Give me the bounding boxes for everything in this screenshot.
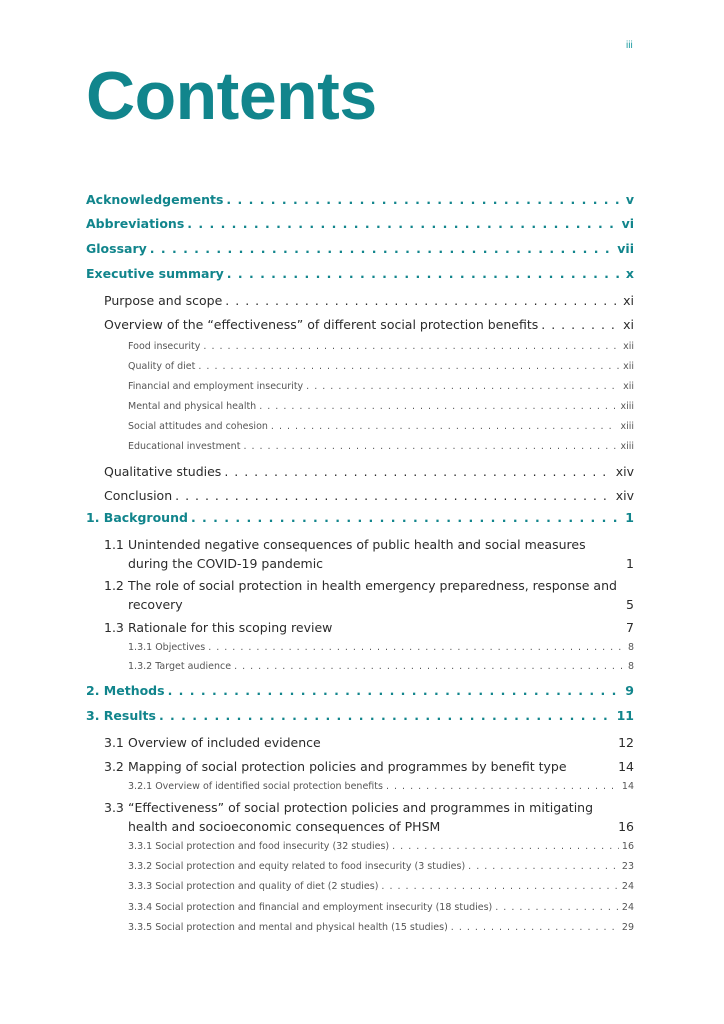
- toc-entry-title: 1.3.2 Target audience: [128, 661, 232, 672]
- toc-entry-page: xii: [623, 381, 634, 392]
- toc-entry-number: 3.3: [104, 800, 124, 815]
- toc-entry-acknowledgements[interactable]: [86, 192, 634, 207]
- toc-entry-title-line2: recovery: [128, 597, 183, 612]
- dot-leader: [234, 661, 625, 672]
- toc-entry-background[interactable]: [86, 510, 634, 525]
- dot-leader: [191, 510, 622, 525]
- toc-entry-1-3-2[interactable]: [128, 661, 634, 672]
- toc-entry-title: 3.3.2 Social protection and equity related to food insecurity (3 studies): [128, 861, 466, 872]
- dot-leader: [495, 902, 619, 913]
- dot-leader: [225, 293, 620, 308]
- dot-leader: [306, 381, 620, 392]
- toc-entry-page: 8: [627, 642, 634, 653]
- toc-entry-title: Executive summary: [86, 266, 224, 281]
- toc-entry-title: 3.3.3 Social protection and quality of diet (2 studies): [128, 881, 379, 892]
- toc-entry-1-2[interactable]: [104, 578, 634, 618]
- toc-entry-title-line1: Unintended negative consequences of public health and social measures: [128, 537, 586, 552]
- toc-entry-page: 14: [621, 781, 634, 792]
- toc-entry-quality-of-diet[interactable]: [128, 361, 634, 372]
- toc-entry-title: Purpose and scope: [104, 293, 223, 308]
- toc-entry-page: 11: [616, 708, 634, 723]
- toc-entry-executive-summary[interactable]: [86, 266, 634, 281]
- toc-entry-results[interactable]: [86, 708, 634, 723]
- toc-entry-title-line1: “Effectiveness” of social protection policies and programmes in mitigating: [128, 800, 594, 815]
- toc-entry-title: Rationale for this scoping review: [128, 620, 333, 635]
- toc-entry-number: 3.1: [104, 735, 124, 750]
- toc-entry-title: Overview of included evidence: [128, 735, 321, 750]
- toc-entry-page: 14: [618, 759, 634, 774]
- dot-leader: [198, 361, 620, 372]
- toc-entry-page: 9: [625, 683, 634, 698]
- dot-leader: [187, 216, 618, 231]
- toc-entry-title-line2: health and socioeconomic consequences of PHSM: [128, 819, 441, 834]
- toc-entry-page: v: [625, 192, 634, 207]
- toc-entry-3-3-5[interactable]: [128, 922, 634, 933]
- toc-entry-page: 12: [618, 735, 634, 750]
- toc-entry-overview-effectiveness[interactable]: [104, 317, 634, 332]
- toc-entry-page: 16: [621, 841, 634, 852]
- toc-entry-3-3-4[interactable]: [128, 902, 634, 913]
- toc-entry-page: xii: [623, 361, 634, 372]
- dot-leader: [150, 241, 615, 256]
- dot-leader: [159, 708, 614, 723]
- toc-entry-page: x: [625, 266, 634, 281]
- dot-leader: [203, 341, 620, 352]
- toc-entry-title: Abbreviations: [86, 216, 185, 231]
- toc-entry-title: Quality of diet: [128, 361, 196, 372]
- toc-entry-title: 3.3.4 Social protection and financial and employment insecurity (18 studies): [128, 902, 493, 913]
- toc-entry-page: xiii: [620, 401, 634, 412]
- toc-entry-glossary[interactable]: [86, 241, 634, 256]
- toc-entry-1-3-1[interactable]: [128, 642, 634, 653]
- toc-entry-number: 1.1: [104, 537, 124, 552]
- toc-entry-educational-investment[interactable]: [128, 441, 634, 452]
- toc-entry-number: 1.3: [104, 620, 124, 635]
- toc-entry-title: Food insecurity: [128, 341, 201, 352]
- toc-entry-methods[interactable]: [86, 683, 634, 698]
- dot-leader: [259, 401, 617, 412]
- toc-entry-social-attitudes[interactable]: [128, 421, 634, 432]
- toc-entry-abbreviations[interactable]: [86, 216, 634, 231]
- toc-entry-number: 1.2: [104, 578, 124, 593]
- toc-entry-page: 7: [626, 620, 634, 635]
- toc-entry-food-insecurity[interactable]: [128, 341, 634, 352]
- toc-entry-title-line2: during the COVID-19 pandemic: [128, 556, 324, 571]
- toc-entry-page: xii: [623, 341, 634, 352]
- toc-entry-3-2-1[interactable]: [128, 781, 634, 792]
- dot-leader: [226, 192, 622, 207]
- dot-leader: [271, 421, 618, 432]
- toc-entry-page: xiv: [615, 488, 634, 503]
- toc-entry-3-3[interactable]: [104, 800, 634, 840]
- dot-leader: [224, 464, 612, 479]
- toc-entry-financial-employment[interactable]: [128, 381, 634, 392]
- toc-entry-page: 16: [618, 819, 634, 834]
- toc-entry-page: xiv: [615, 464, 634, 479]
- dot-leader: [468, 861, 619, 872]
- toc-entry-title: Mental and physical health: [128, 401, 257, 412]
- toc-entry-mental-physical-health[interactable]: [128, 401, 634, 412]
- toc-entry-page: xiii: [620, 441, 634, 452]
- toc-entry-title: Glossary: [86, 241, 147, 256]
- toc-entry-title: 3.3.5 Social protection and mental and physical health (15 studies): [128, 922, 448, 933]
- toc-entry-page: vi: [621, 216, 634, 231]
- dot-leader: [243, 441, 617, 452]
- dot-leader: [168, 683, 623, 698]
- toc-entry-title: 3.3.1 Social protection and food insecurity (32 studies): [128, 841, 390, 852]
- toc-entry-title: Qualitative studies: [104, 464, 222, 479]
- toc-entry-page: 1: [626, 556, 634, 571]
- dot-leader: [392, 841, 619, 852]
- toc-entry-1-1[interactable]: [104, 537, 634, 577]
- page-title: Contents: [86, 58, 377, 134]
- dot-leader: [208, 642, 625, 653]
- dot-leader: [381, 881, 618, 892]
- toc-entry-3-1[interactable]: [104, 735, 634, 753]
- toc-entry-page: 24: [621, 902, 634, 913]
- dot-leader: [451, 922, 619, 933]
- toc-entry-3-3-2[interactable]: [128, 861, 634, 872]
- toc-entry-title: Overview of the “effectiveness” of different social protection benefits: [104, 317, 539, 332]
- toc-entry-page: xi: [623, 317, 634, 332]
- toc-entry-title: 1.3.1 Objectives: [128, 642, 206, 653]
- toc-entry-3-3-1[interactable]: [128, 841, 634, 852]
- toc-entry-title: Financial and employment insecurity: [128, 381, 304, 392]
- toc-entry-title: 3.2.1 Overview of identified social protection benefits: [128, 781, 383, 792]
- dot-leader: [175, 488, 613, 503]
- toc-entry-title: Conclusion: [104, 488, 173, 503]
- toc-entry-number: 3.2: [104, 759, 124, 774]
- toc-entry-conclusion[interactable]: [104, 488, 634, 503]
- toc-entry-title: 1. Background: [86, 510, 188, 525]
- toc-entry-1-3[interactable]: [104, 620, 634, 638]
- toc-entry-page: 23: [621, 861, 634, 872]
- toc-entry-page: 8: [627, 661, 634, 672]
- dot-leader: [386, 781, 619, 792]
- dot-leader: [227, 266, 623, 281]
- toc-entry-page: vii: [617, 241, 634, 256]
- page-number: iii: [626, 40, 633, 51]
- toc-entry-page: 5: [626, 597, 634, 612]
- toc-entry-title-line1: The role of social protection in health emergency preparedness, response and: [128, 578, 617, 593]
- dot-leader: [541, 317, 620, 332]
- toc-entry-qualitative-studies[interactable]: [104, 464, 634, 479]
- toc-entry-page: 29: [621, 922, 634, 933]
- toc-entry-page: 1: [625, 510, 634, 525]
- toc-entry-purpose-and-scope[interactable]: [104, 293, 634, 308]
- toc-entry-title: Mapping of social protection policies and programmes by benefit type: [128, 759, 567, 774]
- toc-entry-title: Educational investment: [128, 441, 241, 452]
- toc-entry-page: xiii: [620, 421, 634, 432]
- toc-entry-title: 2. Methods: [86, 683, 165, 698]
- toc-entry-3-3-3[interactable]: [128, 881, 634, 892]
- toc-entry-page: xi: [623, 293, 634, 308]
- toc-entry-title: 3. Results: [86, 708, 156, 723]
- toc-entry-3-2[interactable]: [104, 759, 634, 777]
- toc-entry-title: Acknowledgements: [86, 192, 224, 207]
- toc-entry-title: Social attitudes and cohesion: [128, 421, 268, 432]
- toc-entry-page: 24: [621, 881, 634, 892]
